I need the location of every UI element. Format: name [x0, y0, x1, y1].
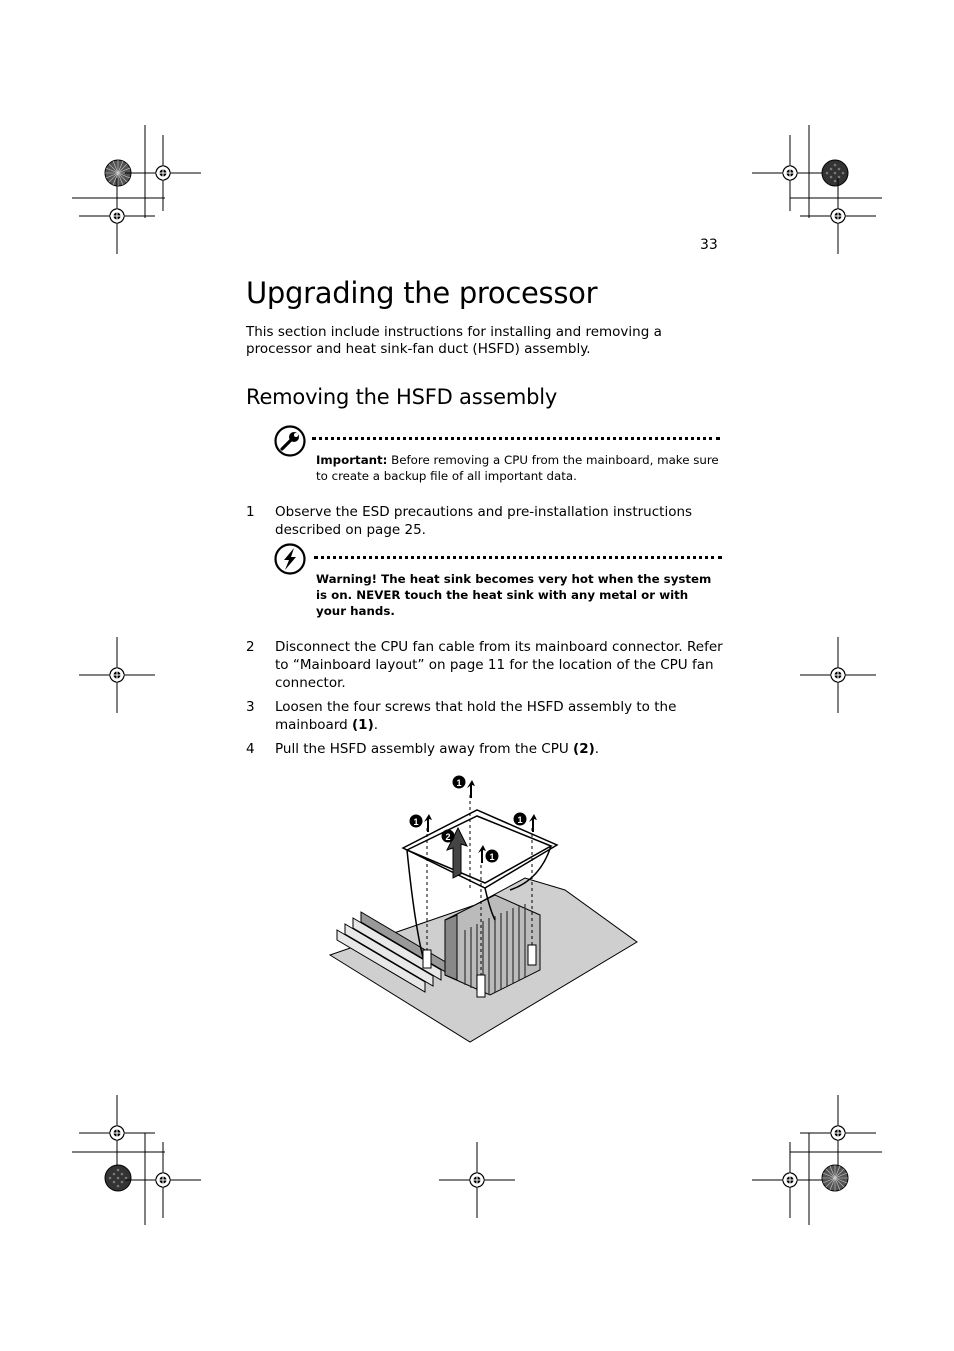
svg-text:1: 1	[517, 815, 523, 825]
svg-text:2: 2	[445, 832, 451, 842]
hsfd-removal-illustration	[325, 770, 645, 1050]
callout-1	[514, 813, 527, 826]
svg-text:1: 1	[413, 817, 419, 827]
wrench-icon	[274, 425, 306, 457]
lightning-icon	[274, 543, 306, 575]
page-number: 33	[700, 237, 718, 253]
warning-note: Warning! The heat sink becomes very hot when the system is on. NEVER touch the heat sink with any metal or with your hands.	[316, 572, 712, 618]
important-label: Important:	[316, 453, 388, 467]
step-text-part: .	[594, 741, 600, 757]
svg-text:1: 1	[489, 852, 495, 862]
svg-text:1: 1	[456, 778, 462, 788]
step-text	[275, 740, 730, 758]
warning-divider	[314, 556, 722, 559]
important-text: Before removing a CPU from the mainboard, make sure to create a backup file of all important data.	[316, 453, 719, 483]
step-number: 2	[246, 639, 255, 655]
step-callout-ref: (1)	[352, 717, 374, 733]
section-title: Removing the HSFD assembly	[246, 385, 558, 409]
step-text: Disconnect the CPU fan cable from its mainboard connector. Refer to “Mainboard layout” on page 11 for the location of the CPU fan connector.	[275, 639, 723, 691]
step-text: Observe the ESD precautions and pre-installation instructions described on page 25.	[275, 504, 693, 538]
intro-paragraph: This section include instructions for installing and removing a processor and heat sink-fan duct (HSFD) assembly.	[246, 324, 662, 357]
step-text-part: Loosen the four screws that hold the HSFD assembly to the mainboard	[275, 699, 677, 733]
note-divider	[312, 437, 720, 440]
step-text-part: Pull the HSFD assembly away from the CPU	[275, 741, 574, 757]
step-number: 4	[246, 741, 255, 757]
callout-1	[410, 815, 423, 828]
callout-1	[486, 850, 499, 863]
step-text	[275, 698, 730, 734]
page-title: Upgrading the processor	[246, 276, 598, 310]
step-number: 3	[246, 699, 255, 715]
callout-1	[453, 776, 466, 789]
important-note	[316, 452, 721, 484]
step-number: 1	[246, 504, 255, 520]
step-callout-ref: (2)	[573, 741, 595, 757]
callout-2	[442, 830, 455, 843]
step-text-part: .	[373, 717, 379, 733]
